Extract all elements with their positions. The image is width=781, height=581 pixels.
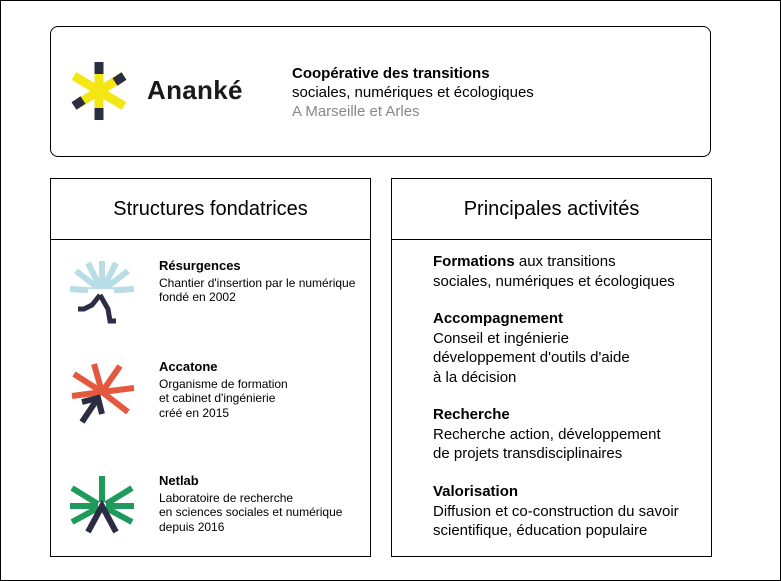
location: A Marseille et Arles [292,103,420,120]
activity-heading: Formations [433,253,515,270]
activity-line: développement d'outils d'aide [433,349,630,366]
structure-name: Accatone [159,359,218,374]
structure-desc: Organisme de formation [159,376,288,391]
activities-title: Principales activités [392,179,711,240]
structure-resurgences [68,259,368,329]
activity-heading: Accompagnement [433,310,564,327]
asterisk-logo-icon [69,60,129,122]
activity-line: scientifique, éducation populaire [433,522,648,539]
activity-heading: Valorisation [433,483,519,500]
structure-desc: et cabinet d'ingénierie [159,391,276,405]
activity-line: Recherche action, développement [433,425,661,443]
activity-line: Conseil et ingénierie [433,329,569,347]
structure-name: Résurgences [159,258,241,273]
tagline [292,64,534,121]
structure-desc: créé en 2015 [159,405,230,420]
activities-panel [391,178,712,557]
resurgences-logo-icon [68,259,136,327]
structures-title: Structures fondatrices [51,179,370,240]
structures-panel [50,178,371,557]
activity-heading-suffix: aux transitions [514,253,616,270]
structure-desc: Laboratoire de recherche [159,490,294,505]
structure-desc: depuis 2016 [159,519,225,534]
structure-name: Netlab [159,473,199,488]
activity-line: Diffusion et co-construction du savoir [433,502,679,520]
activity-line: sociales, numériques et écologiques [433,272,675,290]
structure-netlab [68,474,368,544]
activity-valorisation [433,482,705,541]
activity-line: à la décision [433,368,517,386]
structure-desc: en sciences sociales et numérique [159,505,343,519]
accatone-logo-icon [68,360,136,428]
activity-recherche [433,405,705,464]
tagline-subtitle: sociales, numériques et écologiques [292,84,534,101]
activity-accompagnement [433,309,705,387]
structure-accatone [68,360,368,430]
netlab-logo-icon [68,474,136,542]
activity-heading: Recherche [433,406,510,423]
brand-name: Ananké [147,75,243,105]
activity-formations [433,252,705,291]
structure-desc: Chantier d'insertion par le numérique [159,275,356,290]
tagline-title: Coopérative des transitions [292,65,490,82]
structure-desc: fondé en 2002 [159,290,236,304]
activity-line: de projets transdisciplinaires [433,445,623,462]
header-card [50,26,711,157]
